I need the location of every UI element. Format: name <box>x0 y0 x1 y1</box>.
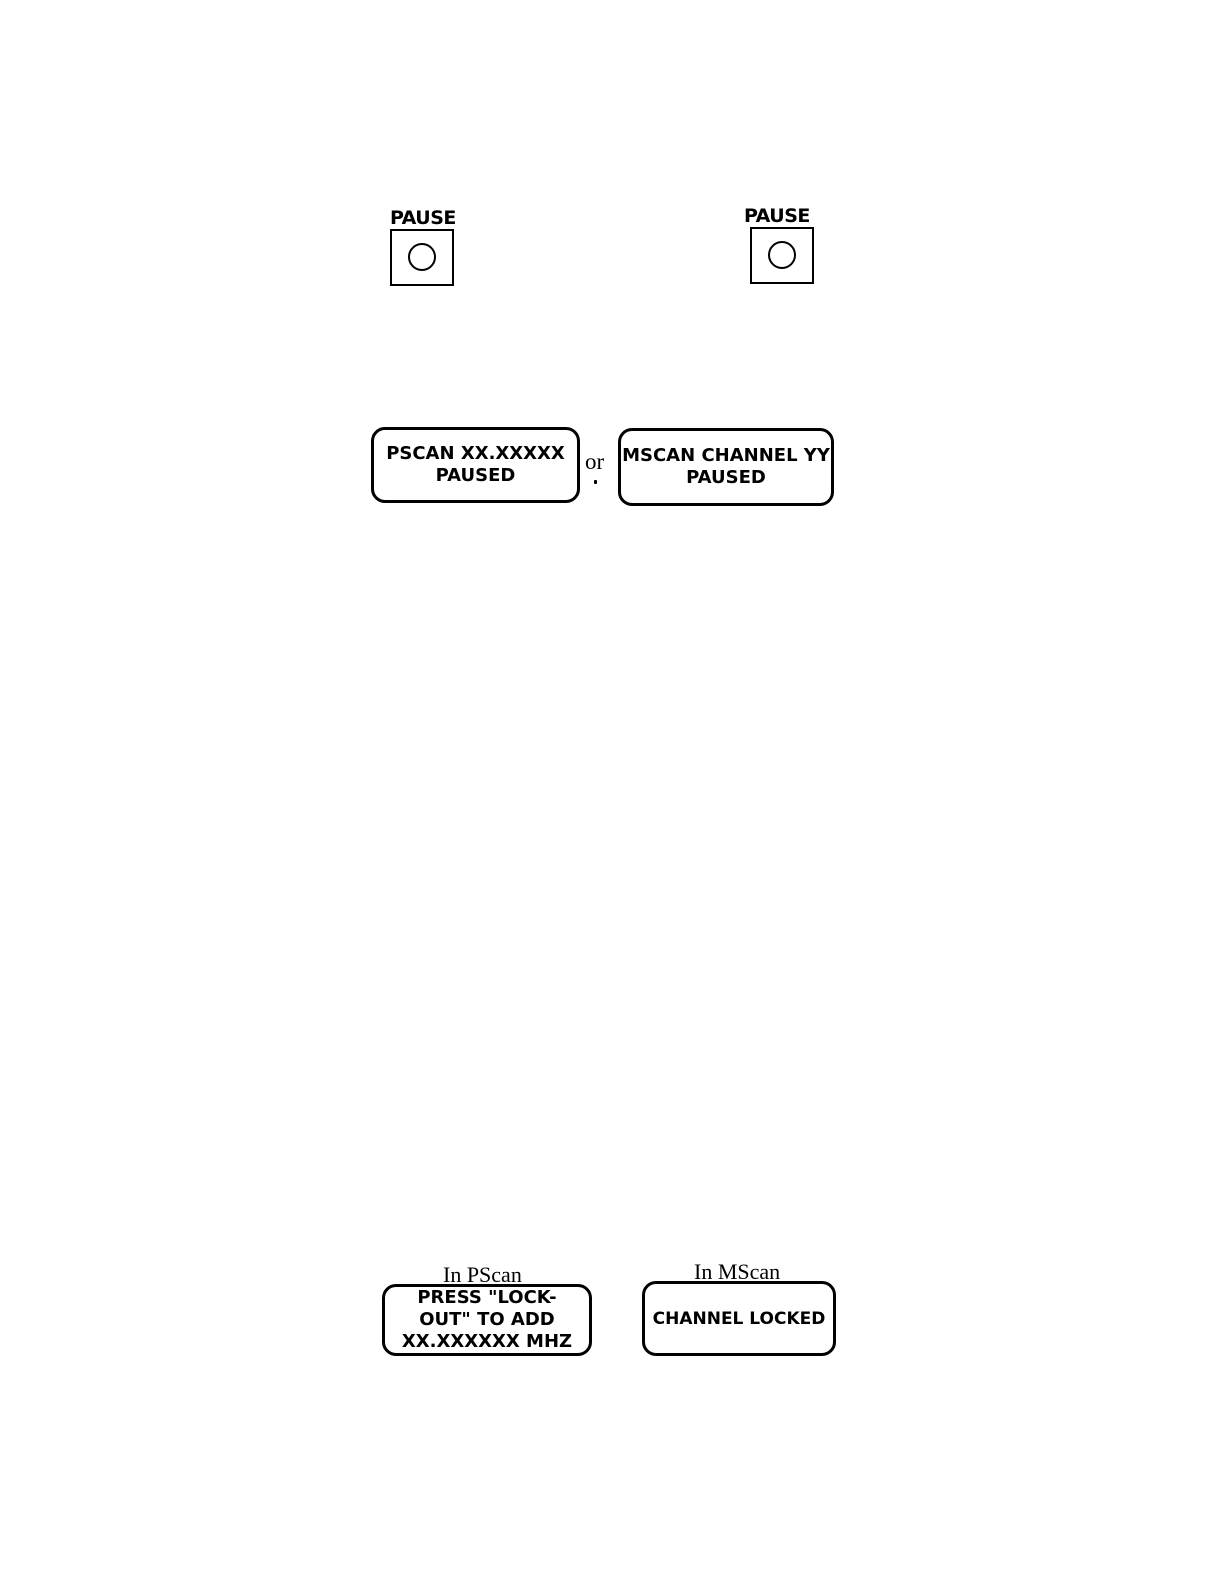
mscan-lockout-display <box>642 1281 836 1356</box>
display-line: PAUSED <box>435 465 516 486</box>
pause-button-right[interactable] <box>750 227 814 284</box>
mscan-paused-display <box>618 428 834 506</box>
display-line: OUT" TO ADD <box>419 1309 555 1330</box>
pscan-lockout-display <box>382 1284 592 1356</box>
indicator-light-icon <box>768 241 796 269</box>
pscan-paused-display <box>371 427 580 503</box>
pscan-caption: In PScan <box>443 1262 522 1287</box>
pause-label-left: PAUSE <box>390 207 456 229</box>
display-line: PRESS "LOCK- <box>417 1287 557 1308</box>
display-line: CHANNEL LOCKED <box>652 1308 826 1329</box>
or-connector: or <box>585 449 605 474</box>
pause-button-left[interactable] <box>390 229 454 286</box>
pause-label-right: PAUSE <box>744 205 810 227</box>
connector-dot <box>594 480 597 484</box>
display-line: XX.XXXXXX MHZ <box>401 1331 573 1352</box>
mscan-caption: In MScan <box>694 1259 781 1284</box>
display-line: PSCAN XX.XXXXX <box>386 443 565 464</box>
indicator-light-icon <box>408 243 436 271</box>
display-line: PAUSED <box>686 467 766 488</box>
display-line: MSCAN CHANNEL YY <box>622 445 830 466</box>
